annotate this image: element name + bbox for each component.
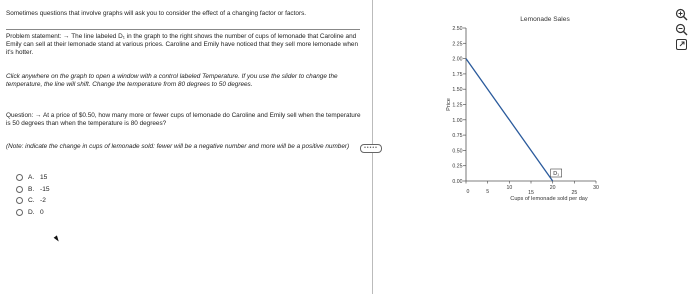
problem-statement: Problem statement: → The line labeled D₁ in the graph to the right shows the number of cups of lemonade that Caroline and Emily can sell at their lemonade stand at various prices. Caroline and Emily have noticed that they sell more lemonade when it's hotter.	[6, 33, 359, 57]
y-tick-label: 0.75	[452, 133, 463, 140]
y-tick-label: 2.25	[452, 41, 463, 48]
option-a[interactable]	[16, 172, 50, 184]
resize-handle[interactable]: •••••	[360, 144, 382, 153]
note-text: (Note: indicate the change in cups of lemonade sold: fewer will be a negative number and more will be a positive number)	[6, 143, 350, 150]
y-tick-label: 1.00	[452, 117, 463, 124]
graph-tools	[675, 8, 695, 53]
x-tick-label: 0	[466, 189, 470, 195]
y-tick-label: 2.50	[452, 26, 463, 32]
demand-line-d1	[466, 59, 553, 181]
y-tick-label: 2.00	[452, 56, 463, 63]
option-value: 0	[40, 209, 44, 217]
y-tick-label: 1.25	[452, 102, 463, 109]
radio-icon[interactable]	[16, 186, 23, 193]
option-d[interactable]	[16, 207, 50, 219]
option-c[interactable]	[16, 195, 50, 207]
x-tick-label: 15	[528, 190, 534, 196]
x-tick-label: 25	[571, 190, 578, 196]
x-tick-label: 10	[506, 185, 513, 191]
chart-title: Lemonade Sales	[520, 16, 570, 23]
option-letter: A.	[28, 174, 35, 182]
question-panel	[4, 0, 368, 294]
click-instructions: Click anywhere on the graph to open a window with a control labeled Temperature. If you use the slider to change the temperature, the line will shift. Change the temperature from 80 degrees to 50 degrees.	[6, 73, 338, 88]
y-tick-label: 0.50	[452, 148, 463, 155]
zoom-in-icon[interactable]	[675, 8, 688, 21]
y-tick-label: 1.50	[452, 87, 463, 94]
y-tick-label: 0.00	[452, 179, 463, 185]
series-label: D₁	[553, 171, 560, 177]
radio-icon[interactable]	[16, 174, 23, 181]
option-value: -2	[40, 197, 46, 205]
mouse-cursor-icon	[54, 235, 61, 242]
y-axis-label: Price	[446, 98, 452, 111]
y-tick-label: 0.25	[452, 163, 463, 170]
answer-options	[16, 172, 50, 218]
radio-icon[interactable]	[16, 197, 23, 204]
question-text: Question: → At a price of $0.50, how many more or fewer cups of lemonade do Caroline and Emily sell when the temperature is 50 degrees than when the temperature is 80 degrees?	[6, 112, 361, 127]
option-letter: D.	[28, 209, 35, 217]
radio-icon[interactable]	[16, 209, 23, 216]
x-tick-label: 30	[593, 185, 599, 191]
zoom-out-icon[interactable]	[675, 23, 688, 36]
y-tick-label: 1.75	[452, 71, 463, 78]
x-tick-label: 5	[486, 189, 490, 195]
intro-text: Sometimes questions that involve graphs will ask you to consider the effect of a changing factor or factors.	[6, 10, 307, 17]
external-link-icon[interactable]	[675, 38, 688, 51]
option-b[interactable]	[16, 184, 50, 196]
option-letter: C.	[28, 197, 35, 205]
lemonade-sales-chart[interactable]	[440, 8, 640, 202]
x-tick-label: 20	[549, 185, 556, 191]
option-value: 15	[40, 174, 48, 182]
intro-divider	[6, 29, 360, 30]
option-value: -15	[40, 185, 50, 193]
x-axis-label: Cups of lemonade sold per day	[510, 196, 588, 202]
option-letter: B.	[28, 185, 35, 193]
